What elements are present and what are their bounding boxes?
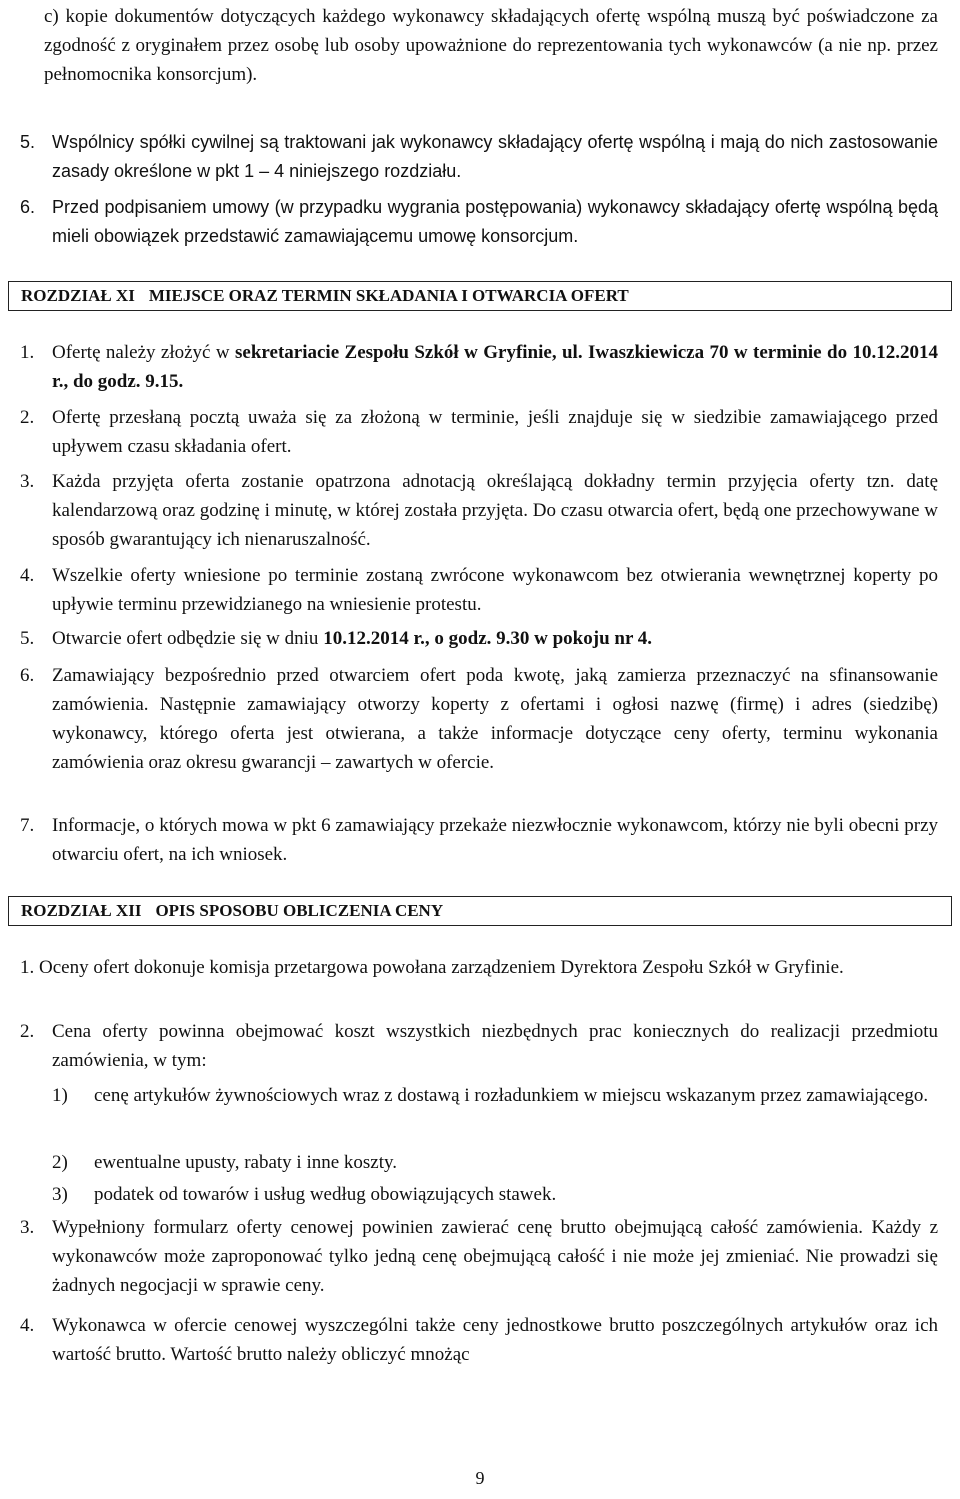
- ch12-sub-2-text: ewentualne upusty, rabaty i inne koszty.: [94, 1152, 398, 1173]
- ch12-sub-3-text: podatek od towarów i usług według obowiązujących stawek.: [94, 1184, 557, 1205]
- ch11-item-1: [20, 338, 938, 396]
- ch11-item-6-number: 6.: [20, 665, 35, 686]
- item-6: [20, 193, 938, 251]
- item-6-text: Przed podpisaniem umowy (w przypadku wygrania postępowania) wykonawcy składający ofertę wspólną będą mieli obowiązek przedstawić zamawiającemu umowę konsorcjum.: [52, 197, 938, 246]
- ch12-item-4-text: Wykonawca w ofercie cenowej wyszczególni także ceny jednostkowe brutto poszczególnych artykułów oraz ich wartość brutto. Wartość brutto należy obliczyć mnożąc: [52, 1315, 938, 1365]
- paragraph-c: [20, 2, 938, 89]
- ch12-item-4: [20, 1311, 938, 1369]
- chapter-11-label: ROZDZIAŁ XI: [21, 286, 135, 305]
- ch12-item-1-text: Oceny ofert dokonuje komisja przetargowa powołana zarządzeniem Dyrektora Zespołu Szkół w Gryfinie.: [39, 957, 844, 978]
- chapter-12-title: OPIS SPOSOBU OBLICZENIA CENY: [155, 901, 444, 920]
- ch12-sub-1-number: 1): [52, 1085, 68, 1106]
- ch12-item-2-text: Cena oferty powinna obejmować koszt wszystkich niezbędnych prac koniecznych do realizacji przedmiotu zamówienia, w tym:: [52, 1021, 938, 1071]
- ch11-item-5-text: [52, 624, 938, 653]
- ch12-sub-2-number: 2): [52, 1152, 68, 1173]
- ch11-item-5-text-c: , o godz. 9.30 w pokoju nr 4.: [424, 628, 653, 649]
- ch11-item-5-date: 10.12.2014 r.: [323, 628, 425, 649]
- chapter-12-label: ROZDZIAŁ XII: [21, 901, 142, 920]
- ch11-item-3: [20, 467, 938, 554]
- ch12-sub-3: [52, 1180, 938, 1209]
- ch12-sub-1: [52, 1081, 938, 1110]
- ch11-item-6: [20, 661, 938, 777]
- ch12-sub-2: [52, 1148, 938, 1177]
- ch11-item-1-text: [52, 338, 938, 396]
- ch11-item-3-text: Każda przyjęta oferta zostanie opatrzona adnotacją określającą dokładny termin przyjęcia oferty tzn. datę kalendarzową oraz godzinę i minutę, w której została przyjęta. Do czasu otwarcia ofert, będą one przechowywane w sposób gwarantujący ich nienaruszalność.: [52, 471, 938, 550]
- paragraph-c-text: c) kopie dokumentów dotyczących każdego wykonawcy składających ofertę wspólną muszą być poświadczone za zgodność z oryginałem przez osobę lub osoby upoważnione do reprezentowania tych wykonawców (a nie np. przez pełnomocnika konsorcjum).: [44, 6, 938, 85]
- chapter-12-heading: [8, 896, 952, 926]
- ch11-item-2: [20, 403, 938, 461]
- ch12-item-1: [20, 953, 938, 982]
- ch12-item-3-number: 3.: [20, 1217, 35, 1238]
- ch11-item-3-number: 3.: [20, 471, 35, 492]
- ch11-item-4-text: Wszelkie oferty wniesione po terminie zostaną zwrócone wykonawcom bez otwierania wewnętrznej koperty po upływie terminu przewidzianego na wniesienie protestu.: [52, 565, 938, 615]
- item-5-text: Wspólnicy spółki cywilnej są traktowani jak wykonawcy składający ofertę wspólną i mają do nich zastosowanie zasady określone w pkt 1 – 4 niniejszego rozdziału.: [52, 132, 938, 181]
- ch11-item-7-text: Informacje, o których mowa w pkt 6 zamawiający przekaże niezwłocznie wykonawcom, którzy nie byli obecni przy otwarciu ofert, na ich wniosek.: [52, 815, 938, 865]
- ch12-item-2: [20, 1017, 938, 1075]
- ch11-item-7: [20, 811, 938, 869]
- ch11-item-4-number: 4.: [20, 565, 35, 586]
- item-5-number: 5.: [20, 132, 36, 152]
- ch11-item-1-number: 1.: [20, 342, 35, 363]
- page-number: 9: [475, 1468, 485, 1488]
- ch11-item-2-text: Ofertę przesłaną pocztą uważa się za złożoną w terminie, jeśli znajduje się w siedzibie zamawiającego przed upływem czasu składania ofert.: [52, 407, 938, 457]
- ch11-item-5: [20, 624, 938, 653]
- ch11-item-4: [20, 561, 938, 619]
- item-5: [20, 128, 938, 186]
- chapter-11-title: MIEJSCE ORAZ TERMIN SKŁADANIA I OTWARCIA OFERT: [148, 286, 629, 305]
- ch12-item-2-number: 2.: [20, 1021, 35, 1042]
- ch11-item-7-number: 7.: [20, 815, 35, 836]
- ch11-item-5-text-a: Otwarcie ofert odbędzie się w dniu: [52, 628, 324, 649]
- ch12-item-3-text: Wypełniony formularz oferty cenowej powinien zawierać cenę brutto obejmującą całość zamówienia. Każdy z wykonawców może zaproponować tylko jedną cenę obejmującą całość i nie może jej zmieniać. Nie prowadzi się żadnych negocjacji w sprawie ceny.: [52, 1217, 938, 1296]
- ch12-sub-1-text: cenę artykułów żywnościowych wraz z dostawą i rozładunkiem w miejscu wskazanym przez zamawiającego.: [94, 1085, 929, 1106]
- ch11-item-6-text: Zamawiający bezpośrednio przed otwarciem ofert poda kwotę, jaką zamierza przeznaczyć na sfinansowanie zamówienia. Następnie zamawiający otworzy koperty z ofertami i ogłosi nazwę (firmę) i adres (siedzibę) wykonawcy, którego oferta jest otwierana, a także informacje dotyczące ceny oferty, terminu wykonania zamówienia oraz okresu gwarancji – zawartych w ofercie.: [52, 665, 938, 773]
- ch12-sub-3-number: 3): [52, 1184, 68, 1205]
- ch12-item-1-number: 1.: [20, 957, 35, 978]
- ch11-item-1-text-a: Ofertę należy złożyć w: [52, 342, 236, 363]
- ch12-item-4-number: 4.: [20, 1315, 35, 1336]
- item-6-number: 6.: [20, 197, 36, 217]
- ch12-item-3: [20, 1213, 938, 1300]
- ch11-item-2-number: 2.: [20, 407, 35, 428]
- chapter-11-heading: [8, 281, 952, 311]
- ch11-item-1-text-bold: sekretariacie Zespołu Szkół w Gryfinie, ul. Iwaszkiewicza 70 w terminie do 10.12.2014 r., do godz. 9.15.: [52, 342, 938, 392]
- ch11-item-5-number: 5.: [20, 628, 35, 649]
